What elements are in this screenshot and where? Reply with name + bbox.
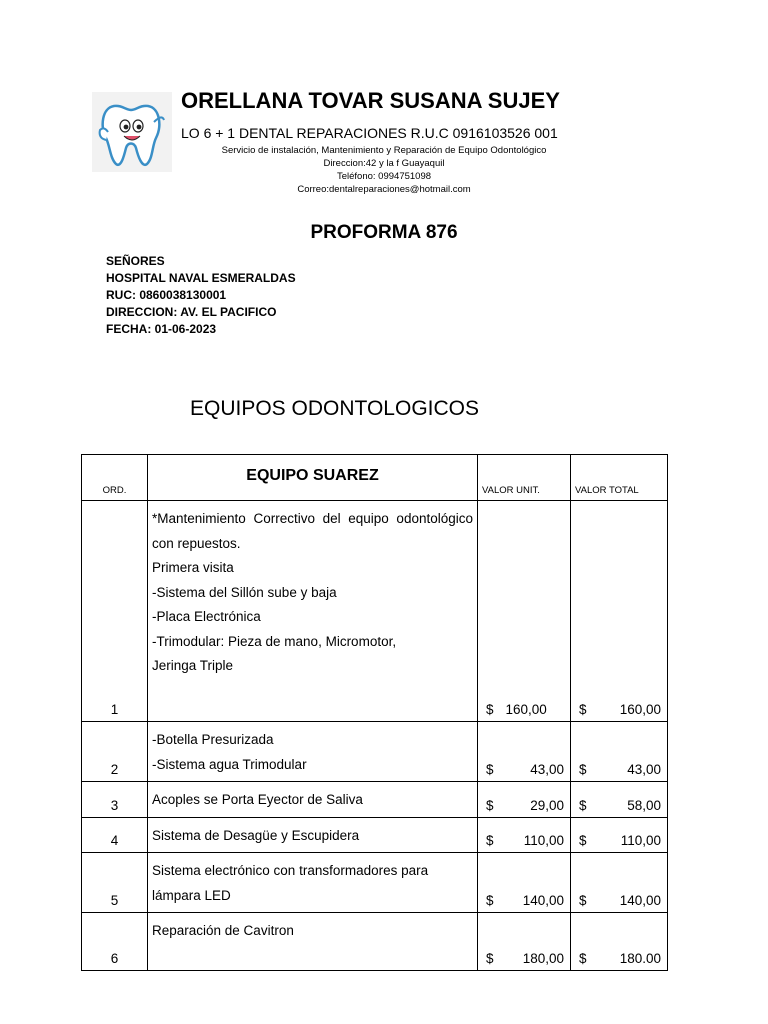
row-description: [148, 817, 478, 853]
total-value: 43,00: [627, 762, 661, 777]
header-valor-unit: VALOR UNIT.: [478, 455, 571, 501]
row-line: Sistema de Desagüe y Escupidera: [152, 827, 360, 843]
row-line: -Sistema del Sillón sube y baja: [152, 584, 337, 600]
row-description: [148, 501, 478, 722]
row-total-price: [571, 782, 668, 818]
table-header-row: [82, 455, 668, 501]
table-row: [82, 853, 668, 913]
total-value: 140,00: [619, 893, 661, 908]
row-ord: 5: [82, 853, 148, 913]
unit-value: 180,00: [522, 951, 564, 966]
row-total-price: [571, 722, 668, 782]
total-value: 180.00: [619, 951, 661, 966]
row-line: -Botella Presurizada: [152, 732, 274, 747]
row-ord: 4: [82, 817, 148, 853]
currency-symbol: $: [486, 893, 494, 908]
row-line: lámpara LED: [152, 887, 231, 903]
table-row: [82, 913, 668, 971]
row-unit-price: [478, 913, 571, 971]
company-name: ORELLANA TOVAR SUSANA SUJEY: [181, 88, 560, 113]
row-line: Reparación de Cavitron: [152, 923, 294, 938]
table-row: [82, 501, 668, 722]
currency-symbol: $: [579, 833, 587, 848]
currency-symbol: $: [579, 797, 587, 813]
unit-value: 29,00: [530, 797, 564, 813]
row-line: Sistema electrónico con transformadores para: [152, 863, 429, 878]
items-table: [81, 454, 668, 971]
unit-value: 140,00: [522, 893, 564, 908]
row-description: [148, 722, 478, 782]
row-line: Jeringa Triple: [152, 658, 234, 673]
currency-symbol: $: [579, 762, 587, 777]
table-row: [82, 722, 668, 782]
row-total-price: [571, 853, 668, 913]
currency-symbol: $: [486, 833, 494, 848]
currency-symbol: $: [486, 797, 494, 813]
row-ord: 3: [82, 782, 148, 818]
header-valor-total: VALOR TOTAL: [571, 455, 668, 501]
client-ruc: RUC: 0860038130001: [106, 288, 227, 302]
currency-symbol: $: [579, 702, 587, 717]
client-address: DIRECCION: AV. EL PACIFICO: [106, 305, 277, 319]
row-line: -Trimodular: Pieza de mano, Micromotor,: [152, 633, 397, 649]
currency-symbol: $: [486, 762, 494, 777]
phone-line: Teléfono: 0994751098: [336, 171, 432, 182]
total-value: 58,00: [627, 797, 661, 813]
currency-symbol: $: [579, 893, 587, 908]
row-ord: 1: [82, 501, 148, 722]
client-name: HOSPITAL NAVAL ESMERALDAS: [106, 271, 296, 285]
row-ord: 2: [82, 722, 148, 782]
client-block: [106, 253, 296, 338]
row-unit-price: [478, 817, 571, 853]
unit-value: 160,00: [505, 702, 547, 717]
row-line: -Placa Electrónica: [152, 609, 261, 624]
section-title: EQUIPOS ODONTOLOGICOS: [190, 397, 479, 420]
email-line: Correo:dentalreparaciones@hotmail.com: [297, 184, 471, 195]
row-description: [148, 782, 478, 818]
row-unit-price: [478, 501, 571, 722]
header-equipo: EQUIPO SUAREZ: [148, 455, 478, 501]
row-description: [148, 853, 478, 913]
row-line: *Mantenimiento Correctivo del equipo odontológico: [152, 511, 473, 526]
row-total-price: [571, 817, 668, 853]
row-total-price: [571, 913, 668, 971]
proforma-title: PROFORMA 876: [310, 222, 458, 243]
row-line: -Sistema agua Trimodular: [152, 756, 307, 772]
service-line: Servicio de instalación, Mantenimiento y Reparación de Equipo Odontológico: [221, 145, 547, 156]
unit-value: 110,00: [523, 833, 564, 848]
total-value: 110,00: [620, 833, 661, 848]
row-line: con repuestos.: [152, 535, 241, 551]
row-line: Primera visita: [152, 560, 234, 575]
header-ord: ORD.: [82, 455, 148, 501]
row-ord: 6: [82, 913, 148, 971]
total-value: 160,00: [619, 702, 661, 717]
address-line: Direccion:42 y la f Guayaquil: [323, 158, 445, 169]
client-date: FECHA: 01-06-2023: [106, 322, 217, 336]
row-description: [148, 913, 478, 971]
currency-symbol: $: [579, 951, 587, 966]
table-row: [82, 817, 668, 853]
currency-symbol: $: [486, 951, 494, 966]
unit-value: 43,00: [530, 762, 564, 777]
row-unit-price: [478, 853, 571, 913]
row-unit-price: [478, 722, 571, 782]
company-subtitle: LO 6 + 1 DENTAL REPARACIONES R.U.C 0916103526 001: [181, 125, 558, 141]
row-line: Acoples se Porta Eyector de Saliva: [152, 792, 363, 807]
row-total-price: [571, 501, 668, 722]
client-salutation: SEÑORES: [106, 254, 165, 268]
currency-symbol: $: [486, 702, 494, 717]
table-row: [82, 782, 668, 818]
row-unit-price: [478, 782, 571, 818]
